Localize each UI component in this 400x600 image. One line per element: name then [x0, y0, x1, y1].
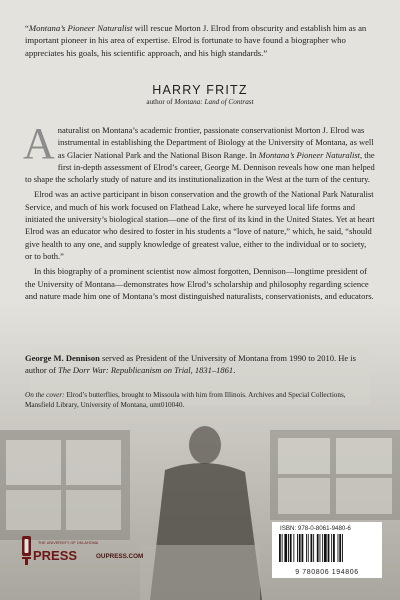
barcode-bar [328, 534, 330, 562]
barcode-digits: 9 780806 194806 [295, 569, 359, 576]
isbn-label: ISBN: 978-0-8061-9480-6 [280, 525, 351, 532]
cover-credit-text: Elrod’s butterflies, brought to Missoula with him from Illinois. Archives and Special Collections, Mansfield Library, University of Montana, umt010040. [25, 391, 346, 410]
author-name: George M. Dennison [25, 353, 100, 363]
isbn-barcode [272, 522, 382, 578]
endorsement-book-title: Montana’s Pioneer Naturalist [28, 23, 133, 33]
quote-open: “ [25, 23, 29, 33]
endorser-credit-title: Montana: Land of Contrast [174, 98, 254, 106]
barcode-bar [297, 534, 298, 562]
barcode-bar [299, 534, 301, 562]
barcode-bar [279, 534, 281, 562]
author-bio-text-b: . [233, 365, 236, 376]
barcode-bar [290, 534, 292, 562]
barcode-bar [284, 534, 287, 562]
barcode-bar [308, 534, 309, 562]
description-p1-text: naturalist on Montana’s academic frontier, passionate conservationist Morton J. Elrod was instrumental in establishing the Department of Biology at the University of Montana, as well as Glacier National Park and the National Bison Range. In [57, 125, 374, 160]
author-bio [25, 352, 375, 377]
description-p1-title: Montana’s Pioneer Naturalist [258, 149, 361, 160]
barcode-bar [302, 534, 304, 562]
barcode-bars [277, 534, 377, 564]
logo-press-text: PRESS [33, 548, 78, 563]
description-paragraph-2: Elrod was an active participant in bison conservation and the growth of the National Park Naturalist Service, and much of his work focused on Flathead Lake, where he surveyed local life forms and initiated the university’s biological station—one of the first of its kind in the United States. Yet at heart Elrod was an educator who desired to foster in his students a “love of nature,” which, he said, “should give health to any one, and supply knowledge of greatest value, either to the individual or to society, or to both.” [25, 189, 375, 261]
description-p1-text-b: , the first in-depth assessment of Elrod’s career, George M. Dennison reveals how one man helped to shape the scholarly study of nature and its institutionalization in the West at the turn of the century. [25, 149, 375, 185]
barcode-bar [338, 534, 339, 562]
endorsement-text: will rescue Morton J. Elrod from obscurity and establish him as an important pioneer in his area of expertise. Elrod is fortunate to have found a biographer who appreciates his goals, his scientific approach, and his high standards.” [25, 23, 367, 58]
drop-cap: A [23, 119, 55, 168]
barcode-bar [331, 534, 332, 562]
author-other-book-title: The Dorr War: Republicanism on Trial, 1831–1861 [58, 365, 234, 376]
barcode-bar [333, 534, 335, 562]
barcode-bar [313, 534, 314, 562]
cover-credit-label: On the cover: [25, 391, 65, 399]
barcode-bar [311, 534, 313, 562]
barcode-bar [339, 534, 341, 562]
endorser-credit [0, 98, 400, 106]
barcode-bar [322, 534, 323, 562]
endorser-credit-prefix: author of [146, 98, 175, 106]
publisher-url: OUPRESS.COM [96, 553, 144, 560]
barcode-bar [288, 534, 289, 562]
logo-university-text: THE UNIVERSITY OF OKLAHOMA [38, 541, 99, 545]
description-paragraph-1 [23, 119, 375, 185]
endorser-name: HARRY FRITZ [152, 83, 248, 97]
barcode-bar [324, 534, 327, 562]
description-paragraph-3: In this biography of a prominent scientist now almost forgotten, Dennison—longtime president of the University of Montana—demonstrates how Elrod’s scholarship and philosophy regarding science and nature made him one of Montana’s most distinguished naturalists, conservationists, and educators. [25, 266, 374, 301]
barcode-bar [342, 534, 343, 562]
barcode-bar [317, 534, 319, 562]
barcode-bar [306, 534, 307, 562]
barcode-bar [293, 534, 294, 562]
author-bio-text-a: served as President of the University of Montana from 1990 to 2010. He is author of [25, 353, 356, 376]
barcode-bar [320, 534, 321, 562]
endorsement-quote [25, 22, 375, 59]
cover-credit [25, 390, 375, 410]
barcode-bar [282, 534, 283, 562]
book-description [23, 119, 375, 305]
